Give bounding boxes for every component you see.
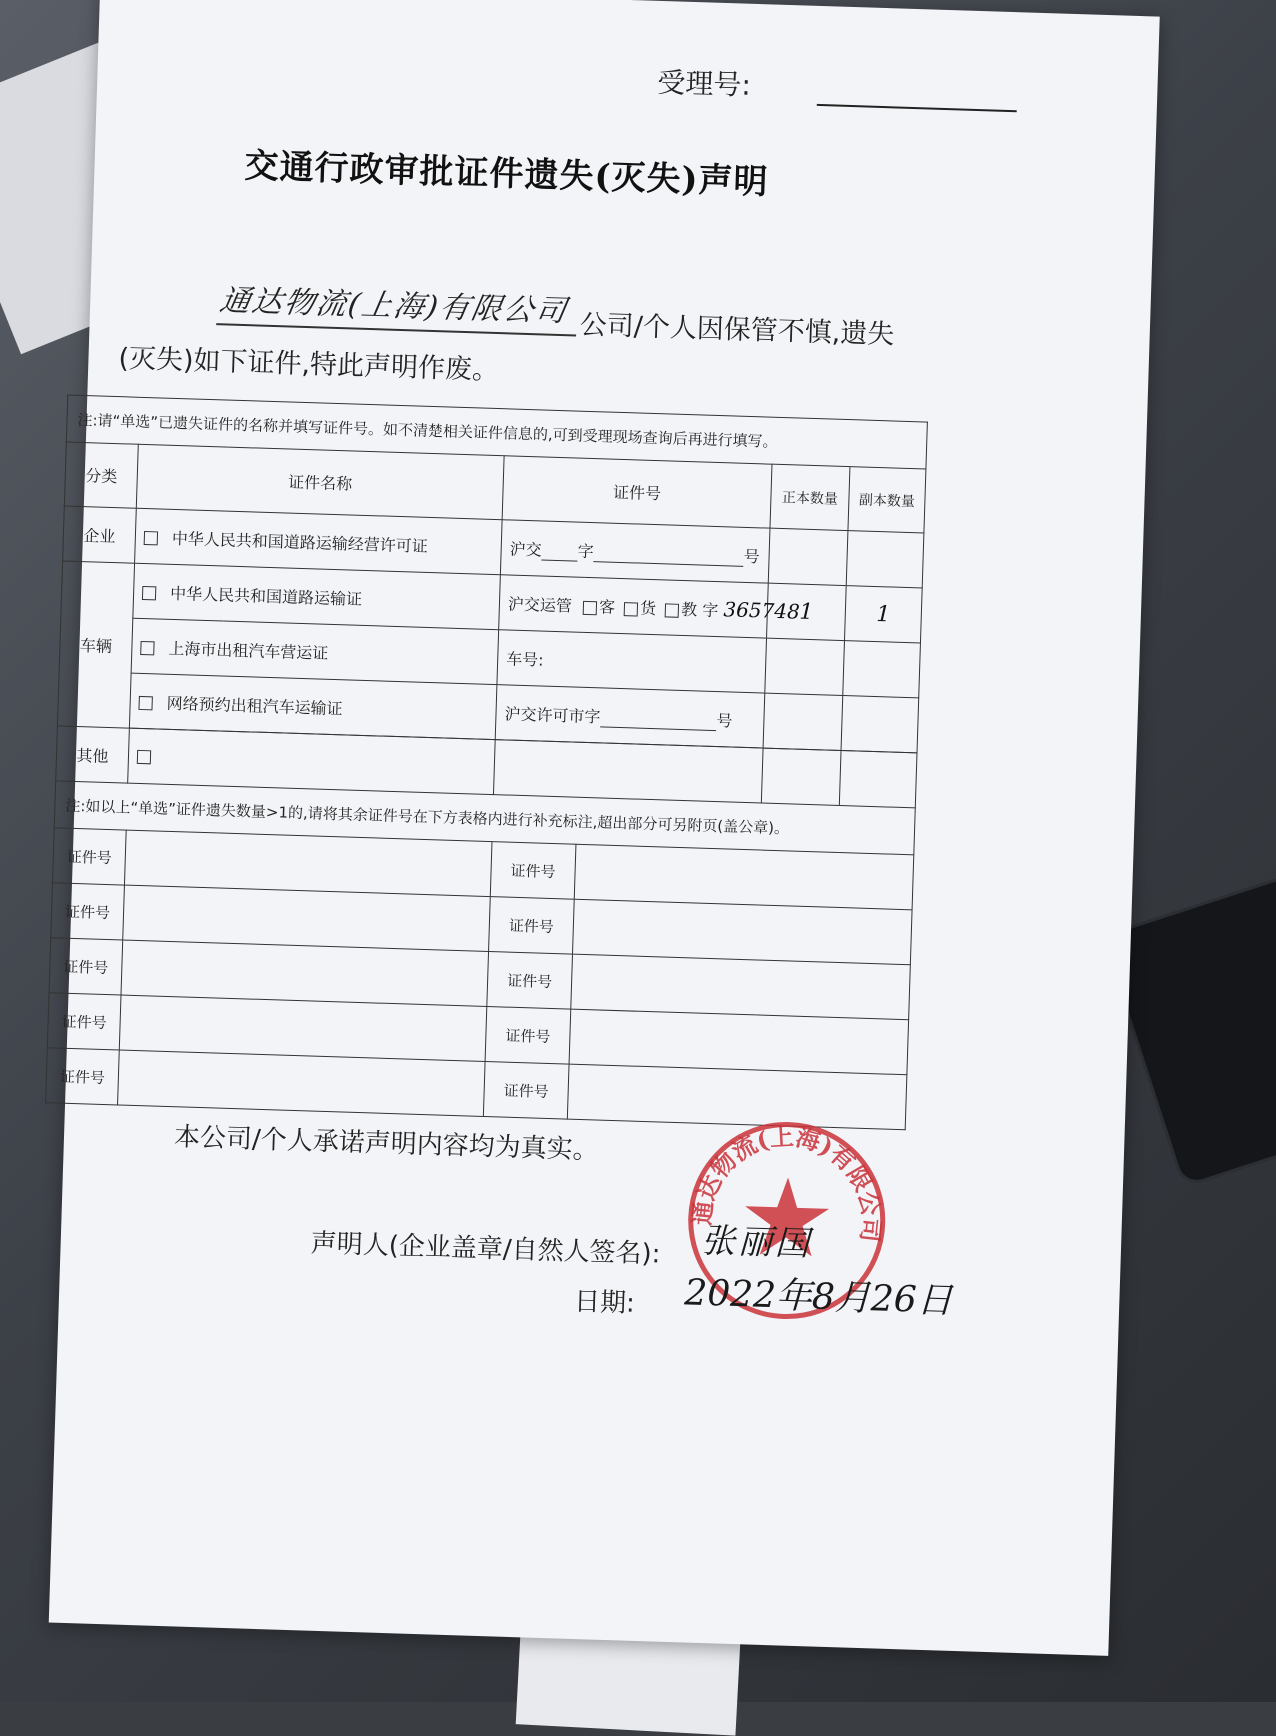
enterprise-no-blank-1[interactable]	[541, 559, 577, 561]
option-passenger: 客	[598, 597, 616, 617]
extra-label-left-1: 证件号	[52, 828, 126, 885]
enterprise-no-blank-2[interactable]	[593, 561, 743, 567]
option-teach: 教	[680, 599, 698, 620]
cert-name-enterprise: 中华人民共和国道路运输经营许可证	[171, 528, 429, 556]
declarant-signature[interactable]: 张丽国	[700, 1220, 813, 1265]
qty-original-other[interactable]	[761, 748, 841, 805]
extra-label-left-3: 证件号	[49, 938, 123, 995]
acceptance-number-field[interactable]	[817, 104, 1017, 112]
statement-line-2: (灭失)如下证件,特此声明作废。	[117, 343, 500, 387]
declaration-document	[49, 0, 1160, 1656]
ridehail-no-prefix: 沪交许可市字	[504, 703, 601, 726]
checkbox-enterprise-cert[interactable]	[144, 531, 158, 545]
seal-text: 通达物流(上海)有限公司	[687, 1121, 887, 1244]
lost-certificate-table	[45, 395, 928, 1131]
category-other: 其他	[56, 726, 130, 783]
checkbox-ridehail-cert[interactable]	[138, 696, 152, 710]
cert-no-ridehail	[495, 685, 765, 748]
extra-label-right-5: 证件号	[483, 1061, 569, 1119]
note-bottom: 注:如以上“单选”证件遗失数量>1的,请将其余证件号在下方表格内进行补充标注,超出部分可另附页(盖公章)。	[54, 781, 915, 855]
company-name-handwritten[interactable]: 通达物流(上海)有限公司	[216, 275, 584, 336]
header-category: 分类	[64, 442, 138, 508]
extra-label-left-5: 证件号	[46, 1048, 120, 1105]
enterprise-no-mid: 字	[577, 541, 595, 561]
checkbox-cargo[interactable]	[624, 602, 638, 616]
extra-field-left-5[interactable]	[118, 1050, 486, 1116]
cert-name-ridehail: 网络预约出租汽车运输证	[166, 693, 343, 718]
qty-copy-enterprise[interactable]	[846, 531, 924, 588]
qty-original-enterprise[interactable]	[768, 528, 848, 585]
checkbox-transport-cert[interactable]	[142, 586, 156, 600]
cert-name-transport: 中华人民共和国道路运输证	[169, 583, 363, 609]
cert-no-taxi	[497, 630, 767, 693]
category-vehicle: 车辆	[57, 561, 134, 728]
transport-no-word: 字	[702, 600, 719, 621]
extra-label-right-4: 证件号	[485, 1006, 571, 1064]
transport-no-handwritten[interactable]: 365748	[723, 597, 801, 624]
document-title: 交通行政审批证件遗失(灭失)声明	[243, 145, 770, 203]
checkbox-taxi-cert[interactable]	[140, 641, 154, 655]
extra-label-right-2: 证件号	[489, 897, 575, 955]
date-label: 日期:	[573, 1286, 636, 1319]
qty-original-taxi[interactable]	[765, 638, 845, 695]
cert-name-taxi: 上海市出租汽车营运证	[168, 638, 329, 663]
extra-label-left-2: 证件号	[51, 883, 125, 940]
acceptance-number-label: 受理号:	[656, 65, 752, 102]
note-top: 注:请“单选”已遗失证件的名称并填写证件号。如不清楚相关证件信息的,可到受理现场查询后再进行填写。	[66, 395, 927, 469]
extra-label-right-1: 证件号	[490, 842, 576, 900]
cert-no-transport	[499, 575, 801, 638]
qty-original-transport[interactable]: 1	[767, 583, 847, 640]
header-cert-name: 证件名称	[136, 444, 504, 519]
header-cert-no: 证件号	[502, 456, 772, 528]
cert-no-enterprise	[500, 520, 770, 583]
category-enterprise: 企业	[63, 506, 137, 563]
checkbox-passenger[interactable]	[583, 600, 597, 614]
cert-no-other[interactable]	[493, 740, 763, 803]
extra-label-right-3: 证件号	[487, 952, 573, 1010]
declarant-label: 声明人(企业盖章/自然人签名):	[310, 1228, 661, 1270]
promise-statement: 本公司/个人承诺声明内容均为真实。	[173, 1122, 600, 1166]
transport-no-prefix: 沪交运管	[507, 594, 573, 616]
qty-copy-other[interactable]	[839, 750, 917, 807]
enterprise-no-prefix: 沪交	[509, 538, 543, 559]
ridehail-no-blank[interactable]	[600, 726, 716, 731]
statement-line-1: 公司/个人因保管不慎,遗失	[579, 309, 895, 351]
header-copy-qty: 副本数量	[848, 467, 926, 533]
qty-copy-transport[interactable]: 1	[844, 586, 922, 643]
enterprise-no-suffix: 号	[743, 546, 760, 566]
date-handwritten[interactable]: 2022年8月26日	[683, 1272, 954, 1322]
taxi-no-label: 车号:	[505, 648, 544, 670]
option-cargo: 货	[639, 598, 657, 619]
qty-original-ridehail[interactable]	[763, 693, 843, 750]
checkbox-teach[interactable]	[665, 603, 679, 617]
qty-copy-taxi[interactable]	[843, 641, 921, 698]
qty-copy-ridehail[interactable]	[841, 696, 919, 753]
checkbox-other-cert[interactable]	[137, 750, 151, 764]
extra-label-left-4: 证件号	[47, 993, 121, 1050]
ridehail-no-suffix: 号	[716, 710, 733, 731]
header-original-qty: 正本数量	[770, 464, 850, 530]
